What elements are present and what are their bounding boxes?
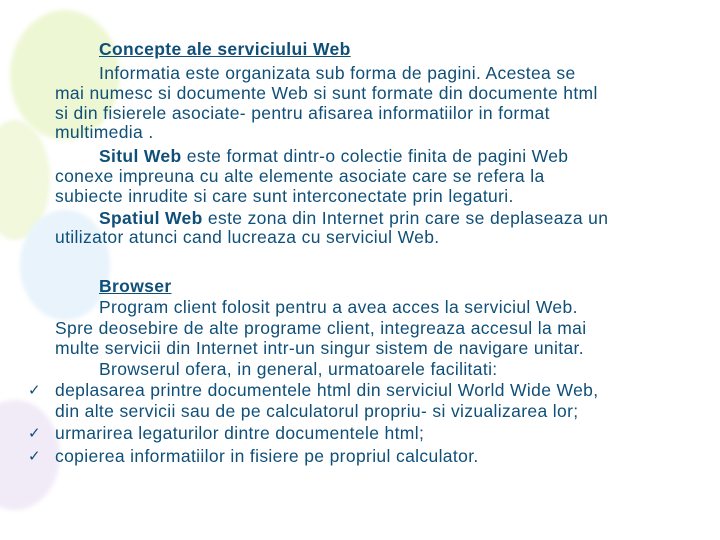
check-icon: ✓ [28,425,41,442]
paragraph-line: multimedia . [55,122,154,142]
bullet-item: deplasarea printre documentele html din serviciul World Wide Web, [55,380,599,400]
check-icon: ✓ [28,382,41,399]
paragraph-line: conexe impreuna cu alte elemente asociate care se refera la [55,166,545,186]
paragraph-line: multe servicii din Internet intr-un singur sistem de navigare unitar. [55,338,584,358]
bullet-item-continued: din alte servicii sau de pe calculatorul propriu- si vizualizarea lor; [55,401,579,421]
bullet-item: urmarirea legaturilor dintre documentele html; [55,423,425,443]
paragraph-line: utilizator atunci cand lucreaza cu serviciul Web. [55,227,440,247]
paragraph-line: subiecte inrudite si care sunt interconectate prin legaturi. [55,186,514,206]
paragraph-line [99,146,568,166]
term: Spatiul Web [99,208,203,228]
section-title: Browser [99,276,172,296]
text: este zona din Internet prin care se deplaseaza un [202,208,609,228]
section-title: Concepte ale serviciului Web [99,39,351,59]
paragraph-line: Program client folosit pentru a avea acces la serviciul Web. [99,297,578,317]
term: Situl Web [99,146,182,166]
paragraph-line: Spre deosebire de alte programe client, integreaza accesul la mai [55,318,587,338]
paragraph-line [99,208,608,228]
paragraph-line: Browserul ofera, in general, urmatoarele facilitati: [99,359,498,379]
paragraph-line: si din fisierele asociate- pentru afisarea informatiilor in format [55,103,550,123]
check-icon: ✓ [28,448,41,465]
bullet-item: copierea informatiilor in fisiere pe propriul calculator. [55,446,479,466]
text: este format dintr-o colectie finita de pagini Web [181,146,569,166]
paragraph-line: mai numesc si documente Web si sunt formate din documente html [55,83,598,103]
paragraph-line: Informatia este organizata sub forma de pagini. Acestea se [99,63,576,83]
